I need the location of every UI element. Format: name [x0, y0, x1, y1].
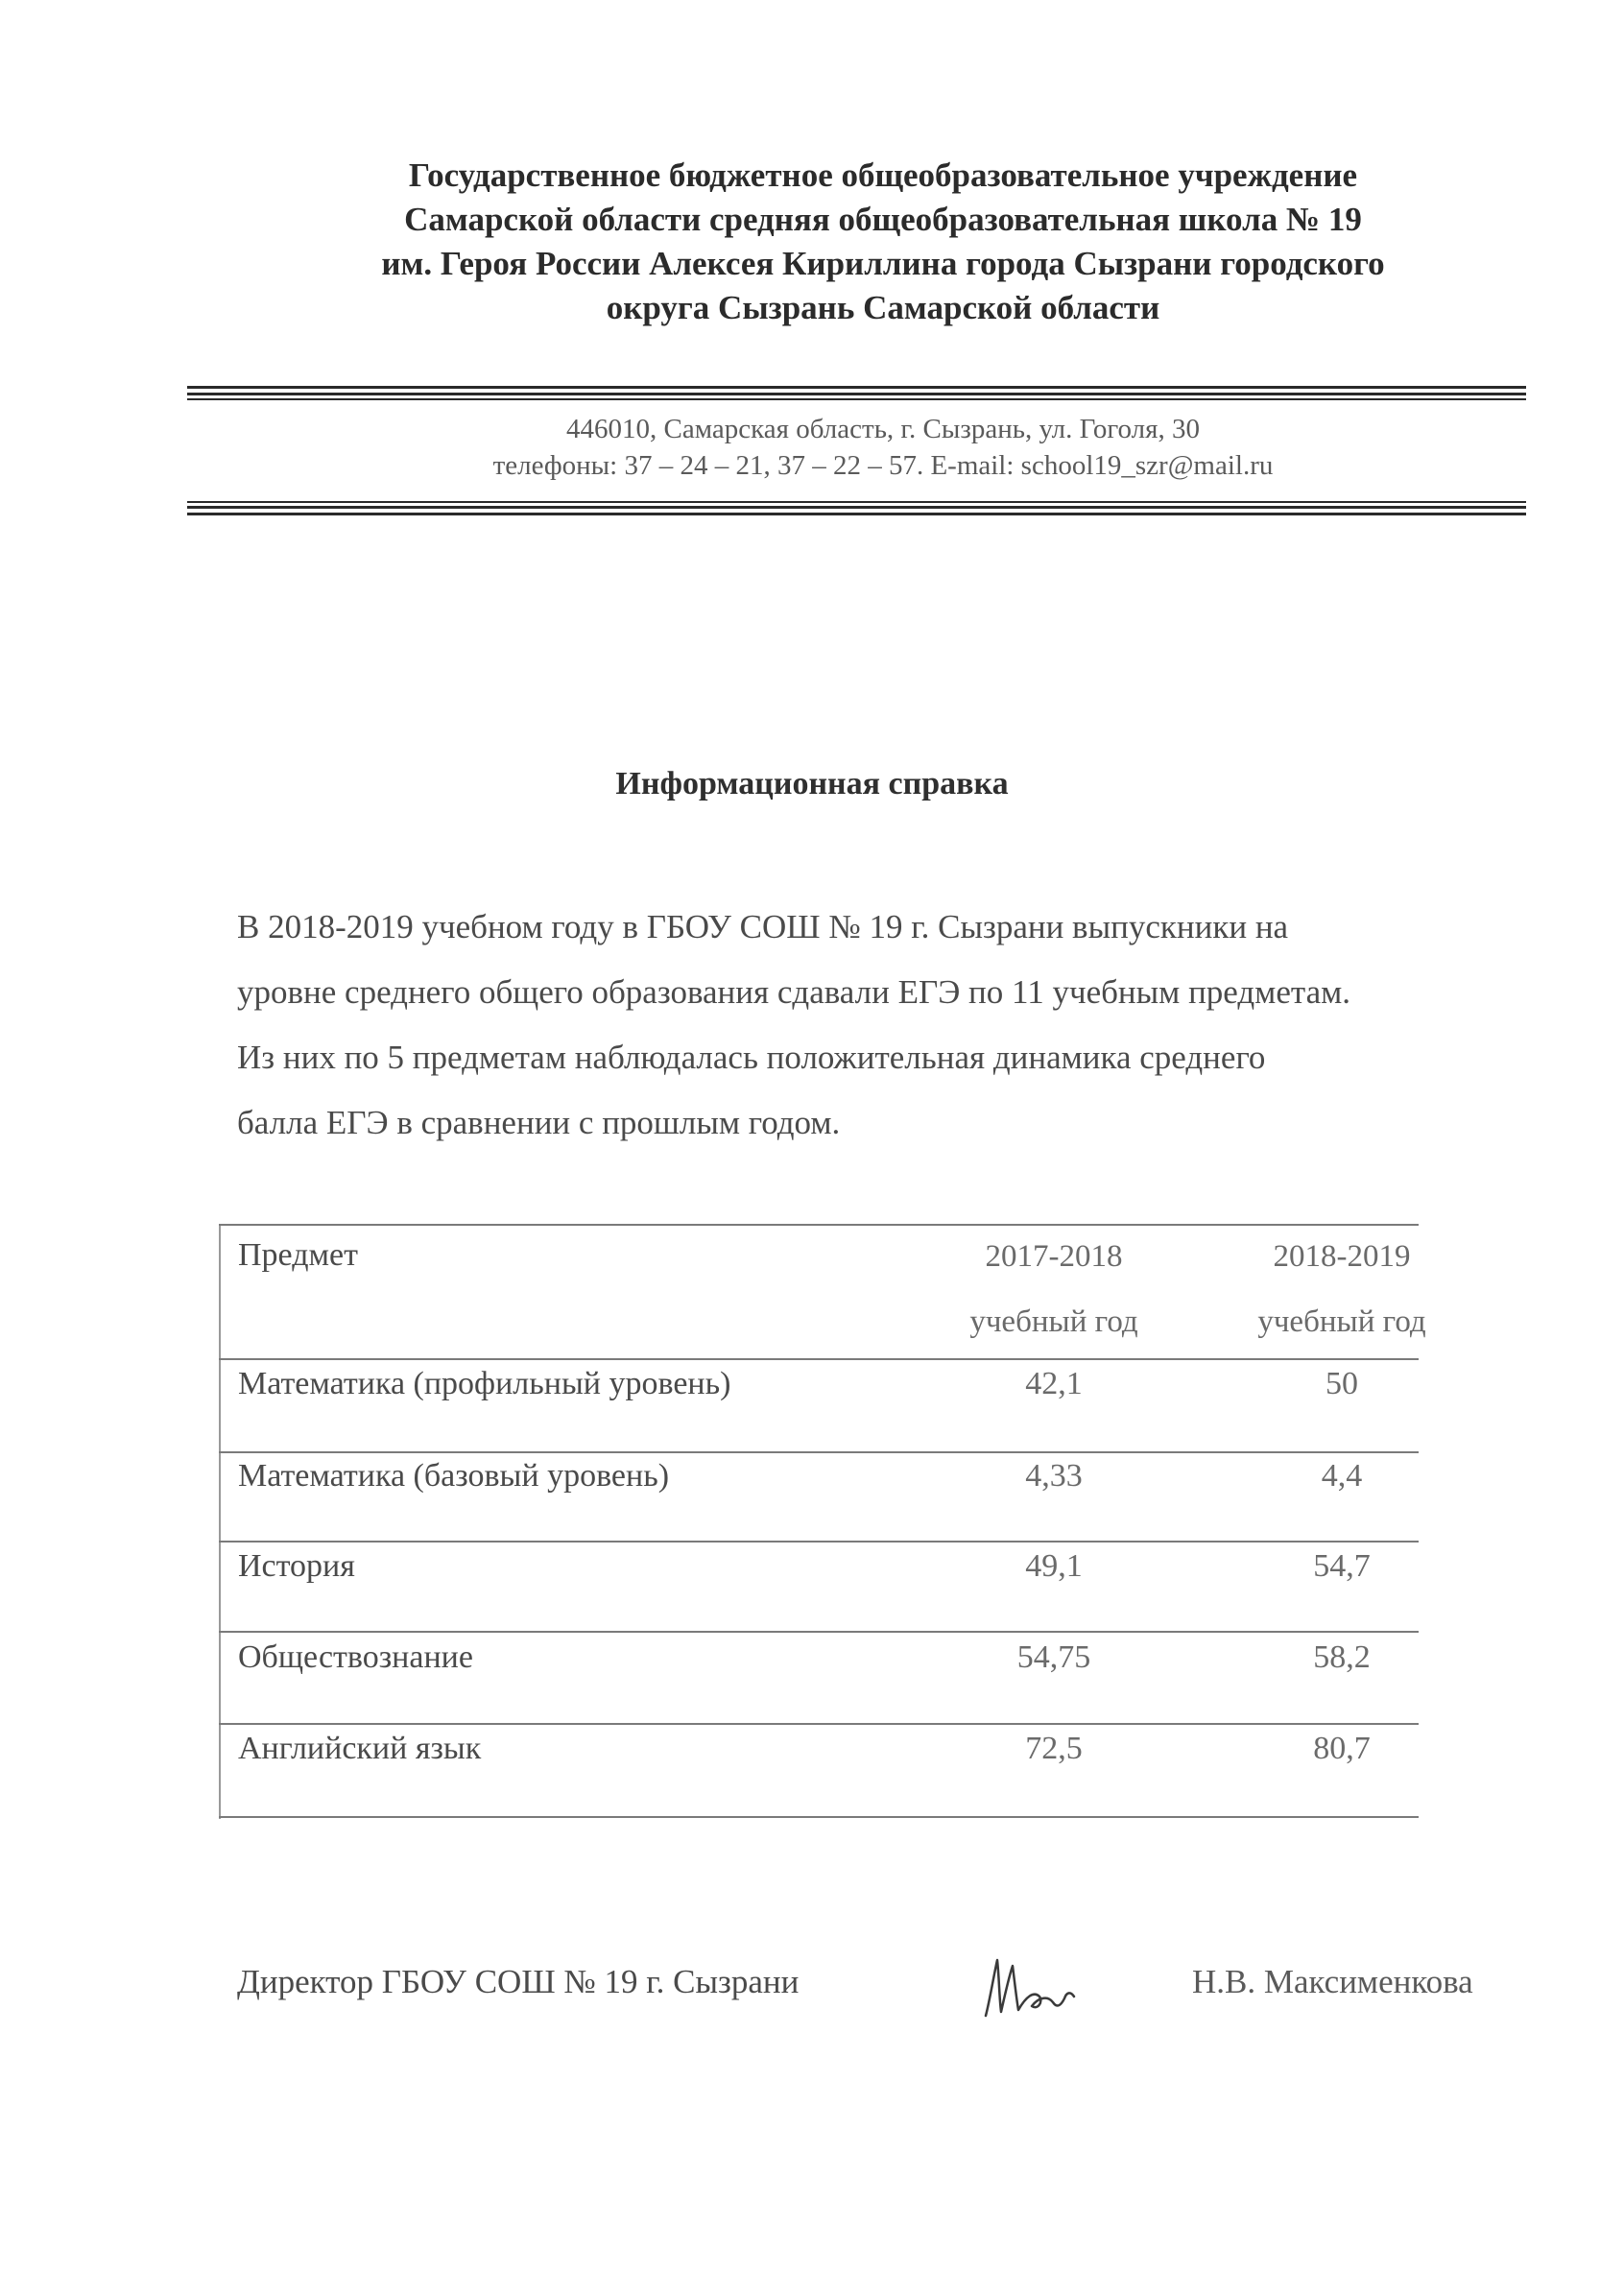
intro-line: В 2018-2019 учебном году в ГБОУ СОШ № 19 г. Сызрани выпускники на [237, 908, 1289, 945]
table-rule [219, 1723, 1419, 1725]
address-block [269, 411, 1497, 484]
row-value-2019: 50 [1325, 1366, 1358, 1401]
table-rule [219, 1631, 1419, 1633]
handwritten-signature-icon [976, 1949, 1101, 2025]
intro-line: уровне среднего общего образования сдавали ЕГЭ по 11 учебным предметам. [237, 973, 1351, 1011]
row-subject: Обществознание [238, 1639, 473, 1675]
table-left-border [219, 1224, 221, 1819]
intro-paragraph [237, 895, 1562, 1156]
row-value-2018: 49,1 [1025, 1548, 1083, 1584]
row-value-2018: 54,75 [1016, 1639, 1091, 1675]
intro-line: балла ЕГЭ в сравнении с прошлым годом. [237, 1104, 841, 1141]
postal-address: 446010, Самарская область, г. Сызрань, ул. Гоголя, 30 [566, 414, 1200, 444]
results-table [219, 1224, 1426, 1819]
table-rule [219, 1358, 1419, 1360]
row-value-2018: 72,5 [1025, 1731, 1083, 1766]
header-year-caption: учебный год [969, 1304, 1138, 1339]
bottom-divider [187, 501, 1526, 515]
document-title: Информационная справка [615, 766, 1009, 801]
row-value-2019: 54,7 [1313, 1548, 1371, 1584]
row-subject: Английский язык [238, 1731, 482, 1766]
intro-line: Из них по 5 предметам наблюдалась положительная динамика среднего [237, 1039, 1266, 1076]
contact-line: телефоны: 37 – 24 – 21, 37 – 22 – 57. E-mail: school19_szr@mail.ru [492, 450, 1274, 481]
header-line: Государственное бюджетное общеобразовательное учреждение [408, 156, 1358, 194]
signature-row [237, 1949, 1581, 2025]
row-subject: История [238, 1548, 355, 1584]
director-position: Директор ГБОУ СОШ № 19 г. Сызрани [237, 1963, 800, 2000]
top-divider [187, 386, 1526, 400]
header-line: Самарской области средняя общеобразовательная школа № 19 [404, 201, 1362, 238]
row-value-2018: 4,33 [1025, 1458, 1083, 1494]
header-year-2018-2019 [1198, 1224, 1486, 1354]
header-year-range: 2017-2018 [985, 1239, 1123, 1274]
header-year-range: 2018-2019 [1273, 1239, 1411, 1274]
row-subject: Математика (базовый уровень) [238, 1458, 670, 1494]
row-value-2019: 4,4 [1321, 1458, 1363, 1494]
header-year-2017-2018 [910, 1224, 1198, 1354]
director-name: Н.В. Максименкова [1192, 1963, 1473, 2000]
row-value-2019: 80,7 [1313, 1731, 1371, 1766]
table-rule [219, 1451, 1419, 1453]
table-rule [219, 1816, 1419, 1818]
row-value-2019: 58,2 [1313, 1639, 1371, 1675]
table-rule [219, 1541, 1419, 1543]
header-line: округа Сызрань Самарской области [606, 289, 1160, 326]
institution-header [269, 154, 1497, 330]
row-subject: Математика (профильный уровень) [238, 1366, 731, 1401]
header-line: им. Героя России Алексея Кириллина города Сызрани городского [381, 245, 1385, 282]
row-value-2018: 42,1 [1025, 1366, 1083, 1401]
header-subject: Предмет [238, 1237, 358, 1273]
header-year-caption: учебный год [1257, 1304, 1426, 1339]
